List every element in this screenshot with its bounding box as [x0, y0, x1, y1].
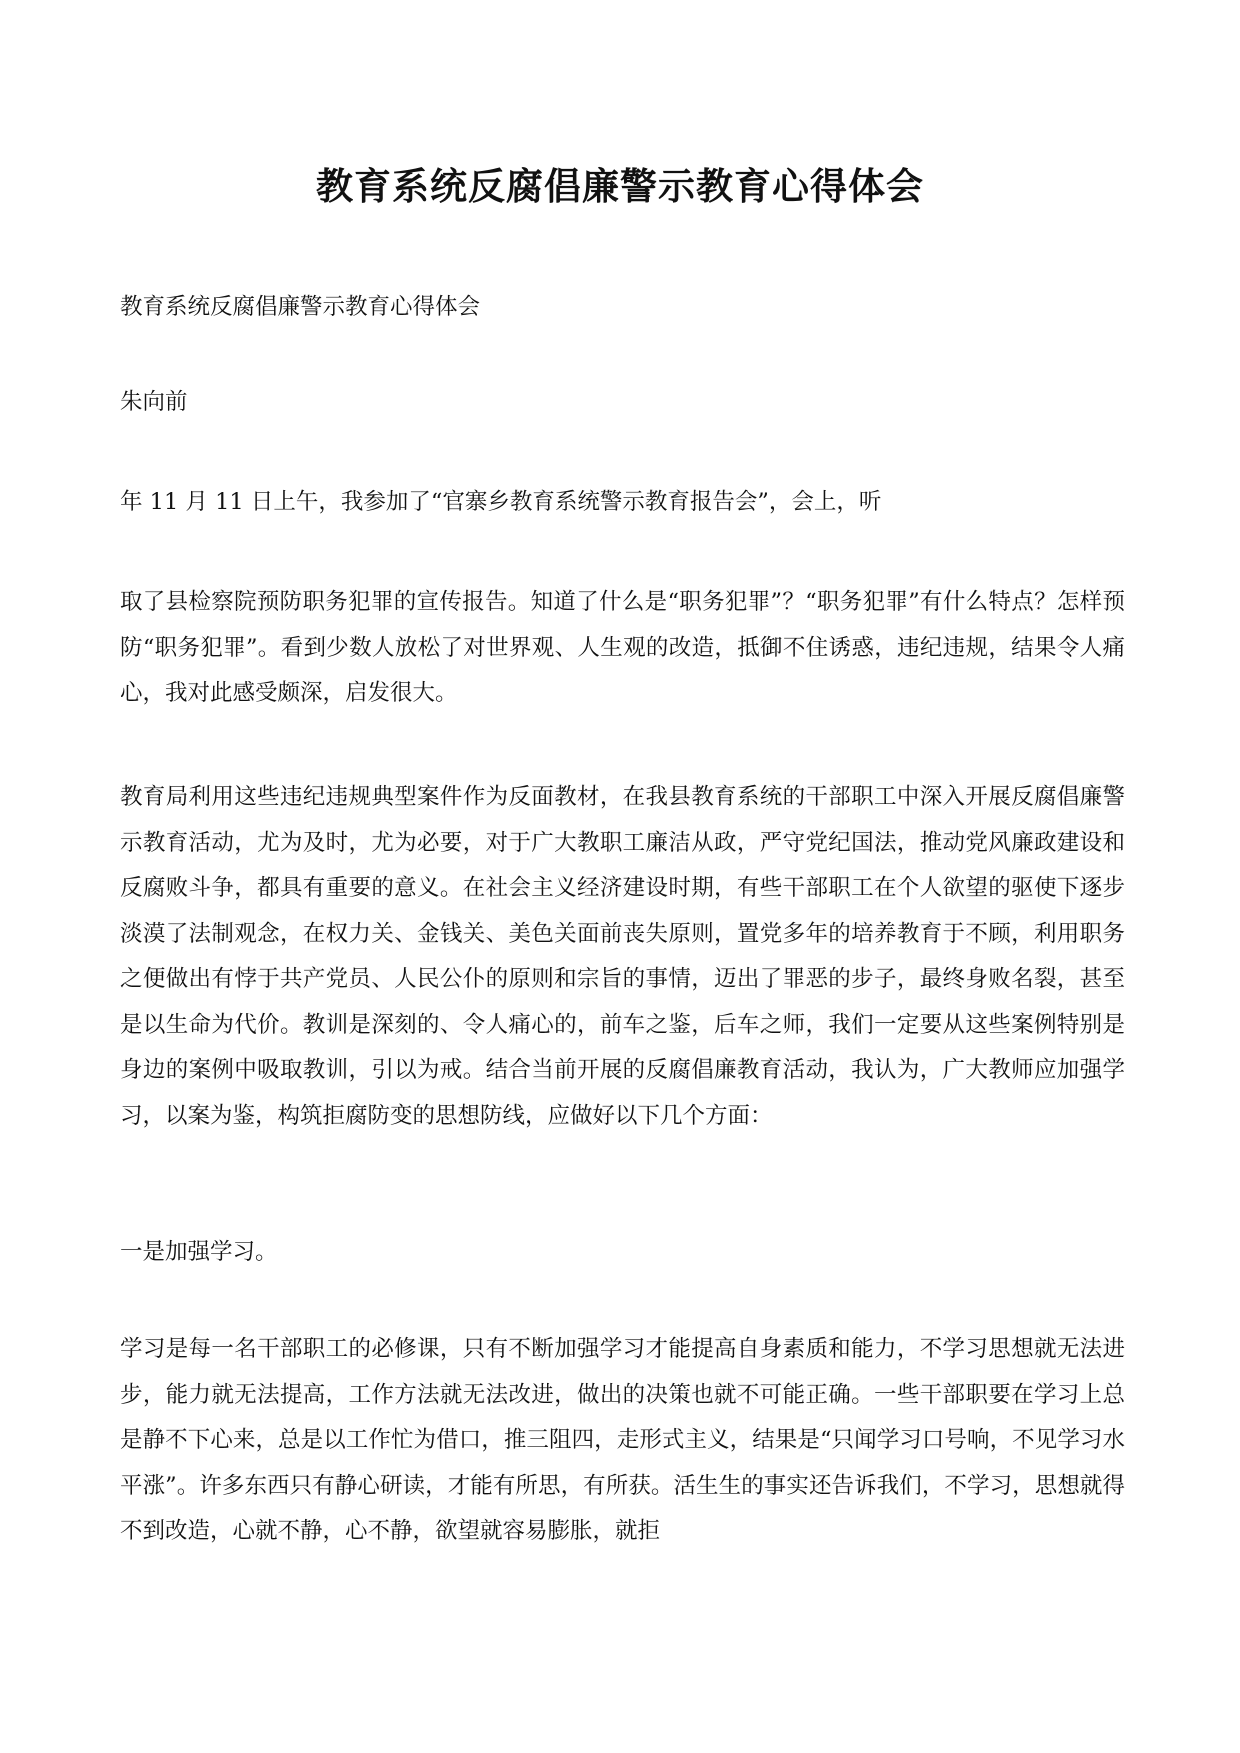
document-subtitle: 教育系统反腐倡廉警示教育心得体会 — [120, 294, 481, 320]
section-heading-1: 一是加强学习。 — [120, 1239, 278, 1265]
body-paragraph-1: 取了县检察院预防职务犯罪的宣传报告。知道了什么是“职务犯罪”？“职务犯罪”有什么特点？怎样预防“职务犯罪”。看到少数人放松了对世界观、人生观的改造，抵御不住诱惑，违纪违规，结果令人痛心，我对此感受颇深，启发很大。 — [120, 589, 1125, 706]
author-name: 朱向前 — [120, 389, 188, 415]
date-line-paragraph: 年 11 月 11 日上午，我参加了“官寨乡教育系统警示教育报告会”，会上，听 — [120, 489, 882, 515]
body-paragraph-2: 教育局利用这些违纪违规典型案件作为反面教材，在我县教育系统的干部职工中深入开展反腐倡廉警示教育活动，尤为及时，尤为必要，对于广大教职工廉洁从政，严守党纪国法，推动党风廉政建设和反腐败斗争，都具有重要的意义。在社会主义经济建设时期，有些干部职工在个人欲望的驱使下逐步淡漠了法制观念，在权力关、金钱关、美色关面前丧失原则，置党多年的培养教育于不顾，利用职务之便做出有悖于共产党员、人民公仆的原则和宗旨的事情，迈出了罪恶的步子，最终身败名裂，甚至是以生命为代价。教训是深刻的、令人痛心的，前车之鉴，后车之师，我们一定要从这些案例特别是身边的案例中吸取教训，引以为戒。结合当前开展的反腐倡廉教育活动，我认为，广大教师应加强学习，以案为鉴，构筑拒腐防变的思想防线，应做好以下几个方面： — [120, 784, 1125, 1129]
document-title: 教育系统反腐倡廉警示教育心得体会 — [316, 164, 924, 208]
body-paragraph-3: 学习是每一名干部职工的必修课，只有不断加强学习才能提高自身素质和能力，不学习思想就无法进步，能力就无法提高，工作方法就无法改进，做出的决策也就不可能正确。一些干部职要在学习上总是静不下心来，总是以工作忙为借口，推三阻四，走形式主义，结果是“只闻学习口号响，不见学习水平涨”。许多东西只有静心研读，才能有所思，有所获。活生生的事实还告诉我们，不学习，思想就得不到改造，心就不静，心不静，欲望就容易膨胀，就拒 — [120, 1336, 1125, 1544]
